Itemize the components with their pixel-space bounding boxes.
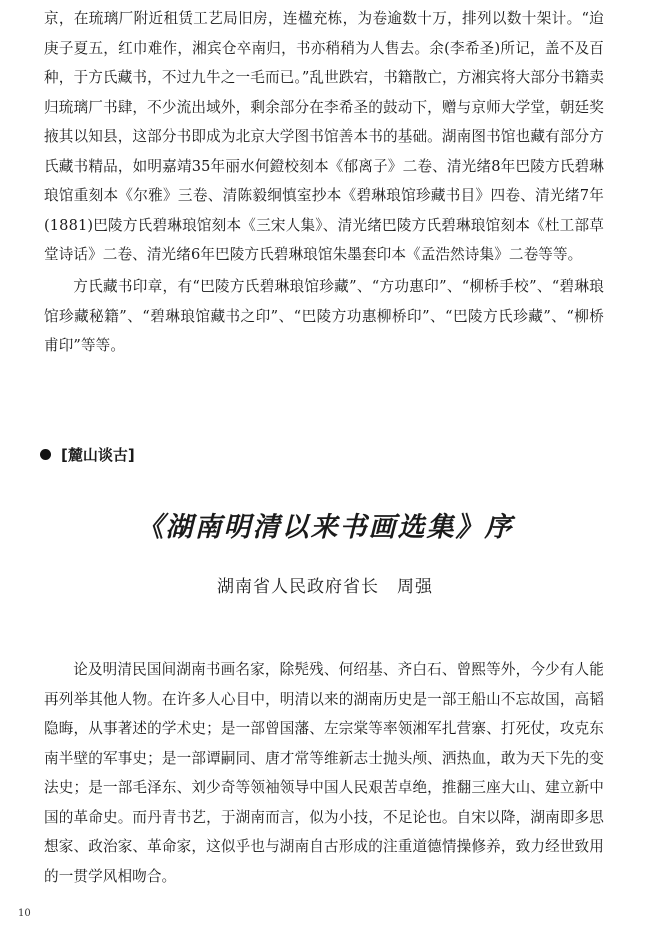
article-author: 湖南省人民政府省长 周强 bbox=[217, 577, 433, 597]
section-tag-label: [麓山谈古] bbox=[61, 446, 135, 464]
body-paragraph: 方氏藏书印章，有“巴陵方氏碧琳琅馆珍藏”、“方功惠印”、“柳桥手校”、“碧琳琅馆珍藏秘籍”、“碧琳琅馆藏书之印”、“巴陵方功惠柳桥印”、“巴陵方氏珍藏”、“柳桥甫印”等等。 bbox=[44, 278, 604, 354]
body-paragraph: 论及明清民国间湖南书画名家，除髡残、何绍基、齐白石、曾熙等外，今少有人能再列举其他人物。在许多人心目中，明清以来的湖南历史是一部王船山不忘故国，高韬隐晦，从事著述的学术史；是一部曾国藩、左宗棠等率领湘军扎营寨、打死仗，攻克东南半壁的军事史；是一部谭嗣同、唐才常等维新志士抛头颅、洒热血，敢为天下先的变法史；是一部毛泽东、刘少奇等领袖领导中国人民艰苦卓绝，推翻三座大山、建立新中国的革命史。而丹青书艺，于湖南而言，似为小技，不足论也。自宋以降，湖南即多思想家、政治家、革命家，这似乎也与湖南自古形成的注重道德情操修养，致力经世致用的一贯学风相吻合。 bbox=[44, 661, 604, 885]
section-tag bbox=[40, 444, 135, 465]
paragraph-block bbox=[44, 272, 604, 361]
paragraph-block bbox=[44, 4, 604, 270]
body-paragraph: 京，在琉璃厂附近租赁工艺局旧房，连楹充栋，为卷逾数十万，排列以数十架计。“迨庚子夏五，红巾难作，湘宾仓卒南归，书亦稍稍为人售去。余(李希圣)所记，盖不及百种，于方氏藏书，不过九牛之一毛而已。”乱世跌宕，书籍散亡，方湘宾将大部分书籍卖归琉璃厂书肆，不少流出域外，剩余部分在李希圣的鼓动下，赠与京师大学堂，朝廷奖掖其以知县，这部分书即成为北京大学图书馆善本书的基础。湖南图书馆也藏有部分方氏藏书精品，如明嘉靖35年丽水何鐙校刻本《郁离子》二卷、清光绪8年巴陵方氏碧琳琅馆重刻本《尔雅》三卷、清陈毅䌹慎室抄本《碧琳琅馆珍藏书目》四卷、清光绪7年(1881)巴陵方氏碧琳琅馆刻本《三宋人集》、清光绪巴陵方氏碧琳琅馆刻本《杜工部草堂诗话》二卷、清光绪6年巴陵方氏碧琳琅馆朱墨套印本《孟浩然诗集》二卷等等。 bbox=[44, 10, 604, 263]
page-number: 10 bbox=[18, 908, 31, 919]
article-title: 《湖南明清以来书画选集》序 bbox=[136, 512, 514, 543]
bullet-icon bbox=[40, 449, 51, 460]
paragraph-block bbox=[44, 655, 604, 891]
